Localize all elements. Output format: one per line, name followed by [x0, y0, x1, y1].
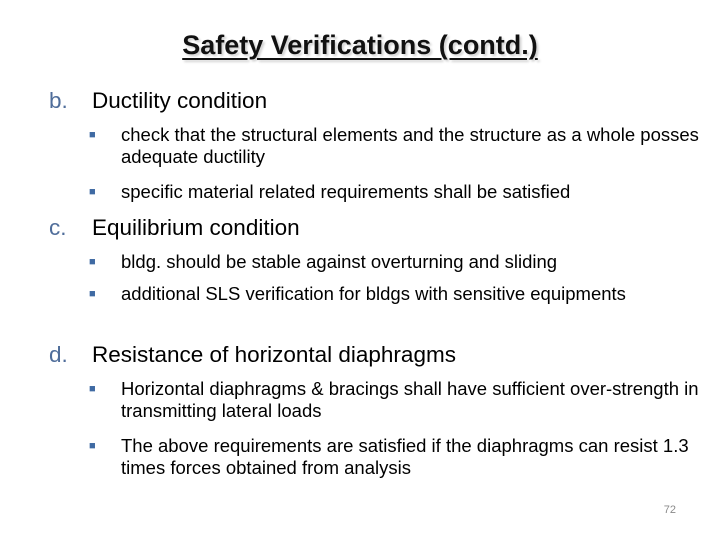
section-heading-text: Ductility condition: [92, 88, 268, 113]
bullet-text: check that the structural elements and the structure as a whole posses adequate ductility: [121, 124, 699, 167]
page-number: 72: [663, 504, 676, 516]
square-bullet-icon: ■: [89, 186, 96, 198]
square-bullet-icon: ■: [89, 383, 96, 395]
section-letter: d.: [49, 342, 68, 367]
section-letter: c.: [49, 215, 67, 240]
square-bullet-icon: ■: [89, 440, 96, 452]
bullet-text: bldg. should be stable against overturning and sliding: [121, 251, 558, 272]
bullet-item: [89, 181, 709, 203]
section-heading-c: [49, 215, 300, 241]
section-heading-text: Resistance of horizontal diaphragms: [92, 342, 456, 367]
bullet-text: The above requirements are satisfied if the diaphragms can resist 1.3 times forces obtained from analysis: [121, 435, 689, 478]
bullet-item: [89, 251, 709, 273]
square-bullet-icon: ■: [89, 129, 96, 141]
bullet-item: [89, 435, 709, 479]
slide-title: Safety Verifications (contd.): [182, 30, 538, 60]
bullet-item: [89, 124, 709, 168]
section-heading-b: [49, 88, 267, 114]
square-bullet-icon: ■: [89, 256, 96, 268]
square-bullet-icon: ■: [89, 288, 96, 300]
section-heading-text: Equilibrium condition: [92, 215, 300, 240]
bullet-item: [89, 378, 709, 422]
bullet-text: Horizontal diaphragms & bracings shall have sufficient over-strength in transmitting lateral loads: [121, 378, 699, 421]
bullet-item: [89, 283, 709, 305]
section-heading-d: [49, 342, 456, 368]
bullet-text: specific material related requirements shall be satisfied: [121, 181, 571, 202]
section-letter: b.: [49, 88, 68, 113]
bullet-text: additional SLS verification for bldgs with sensitive equipments: [121, 283, 626, 304]
